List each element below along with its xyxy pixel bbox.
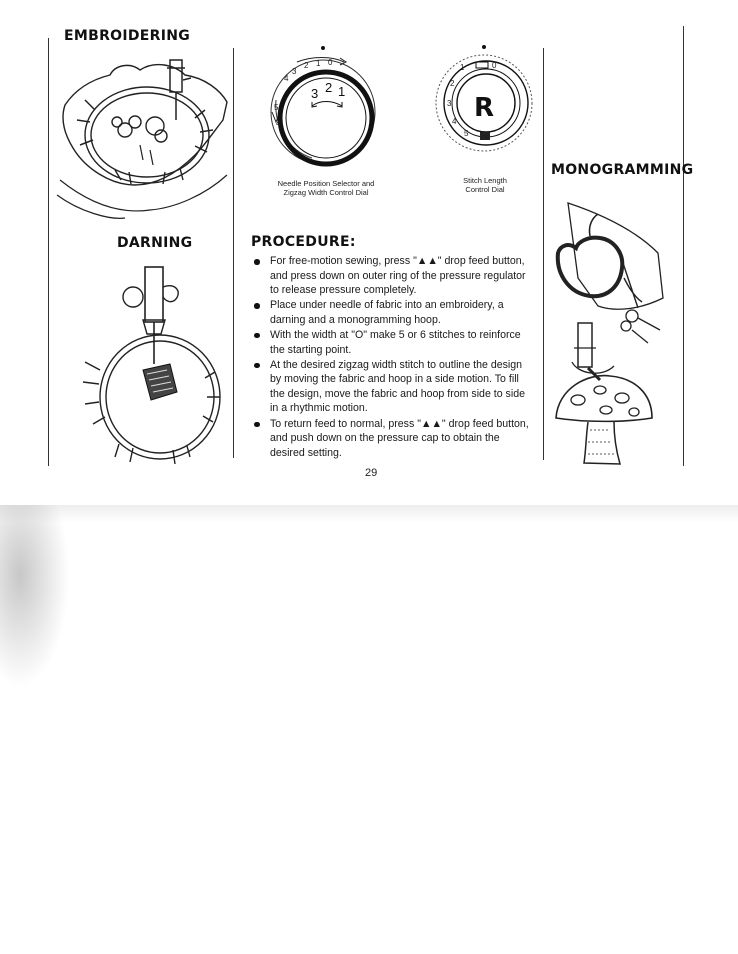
stitch-dial-caption xyxy=(445,176,525,194)
svg-text:5: 5 xyxy=(464,129,469,138)
svg-text:3: 3 xyxy=(292,67,297,76)
stitch-length-dial xyxy=(420,40,540,150)
left-margin-rule xyxy=(48,38,49,466)
svg-text:4: 4 xyxy=(452,117,457,126)
stitch-caption-line1: Stitch Length xyxy=(463,176,507,185)
procedure-step-1: For free-motion sewing, press "▲▲" drop feed button, and press down on outer ring of the pressure regulator to release pressure completely. xyxy=(251,254,536,298)
embroidering-illustration xyxy=(55,50,233,220)
stitch-dial-letter: R xyxy=(474,93,495,123)
heading-embroidering: EMBROIDERING xyxy=(64,28,191,44)
needle-dial-caption xyxy=(258,179,394,197)
heading-darning: DARNING xyxy=(117,235,193,251)
needle-number-1: 1 xyxy=(338,84,346,99)
procedure-step-2: Place under needle of fabric into an embroidery, a darning and a monogramming hoop. xyxy=(251,298,536,327)
svg-text:3: 3 xyxy=(447,99,452,108)
procedure-step-5: To return feed to normal, press "▲▲" drop feed button, and push down on the pressure cap to obtain the desired setting. xyxy=(251,417,536,461)
stitch-caption-line2: Control Dial xyxy=(465,185,505,194)
column-divider-2 xyxy=(543,48,544,460)
heading-procedure: PROCEDURE: xyxy=(251,234,356,250)
needle-caption-line2: Zigzag Width Control Dial xyxy=(283,188,369,197)
svg-text:1: 1 xyxy=(460,63,465,72)
svg-text:4: 4 xyxy=(284,74,289,83)
column-divider-1 xyxy=(233,48,234,458)
monogramming-mushroom-illustration xyxy=(548,318,670,470)
heading-monogramming: MONOGRAMMING xyxy=(551,162,694,178)
svg-text:4: 4 xyxy=(276,119,281,128)
procedure-step-4: At the desired zigzag width stitch to outline the design by moving the fabric and hoop in a side motion. To fill the design, move the fabric and hoop from side to side in a rhythmic motion. xyxy=(251,358,536,416)
procedure-step-3: With the width at "O" make 5 or 6 stitches to reinforce the starting point. xyxy=(251,328,536,357)
needle-number-3: 3 xyxy=(311,86,319,101)
svg-text:0: 0 xyxy=(328,58,333,67)
scan-shadow xyxy=(0,505,738,954)
needle-caption-line1: Needle Position Selector and xyxy=(277,179,375,188)
svg-text:5: 5 xyxy=(274,103,279,112)
svg-text:2: 2 xyxy=(304,61,309,70)
page-number: 29 xyxy=(365,467,378,479)
right-margin-rule xyxy=(683,26,684,466)
darning-illustration xyxy=(55,252,225,467)
svg-text:0: 0 xyxy=(492,61,497,70)
needle-number-2: 2 xyxy=(325,80,333,95)
needle-position-dial xyxy=(262,40,384,170)
svg-text:2: 2 xyxy=(450,79,455,88)
svg-text:1: 1 xyxy=(316,59,321,68)
procedure-list xyxy=(251,254,536,461)
